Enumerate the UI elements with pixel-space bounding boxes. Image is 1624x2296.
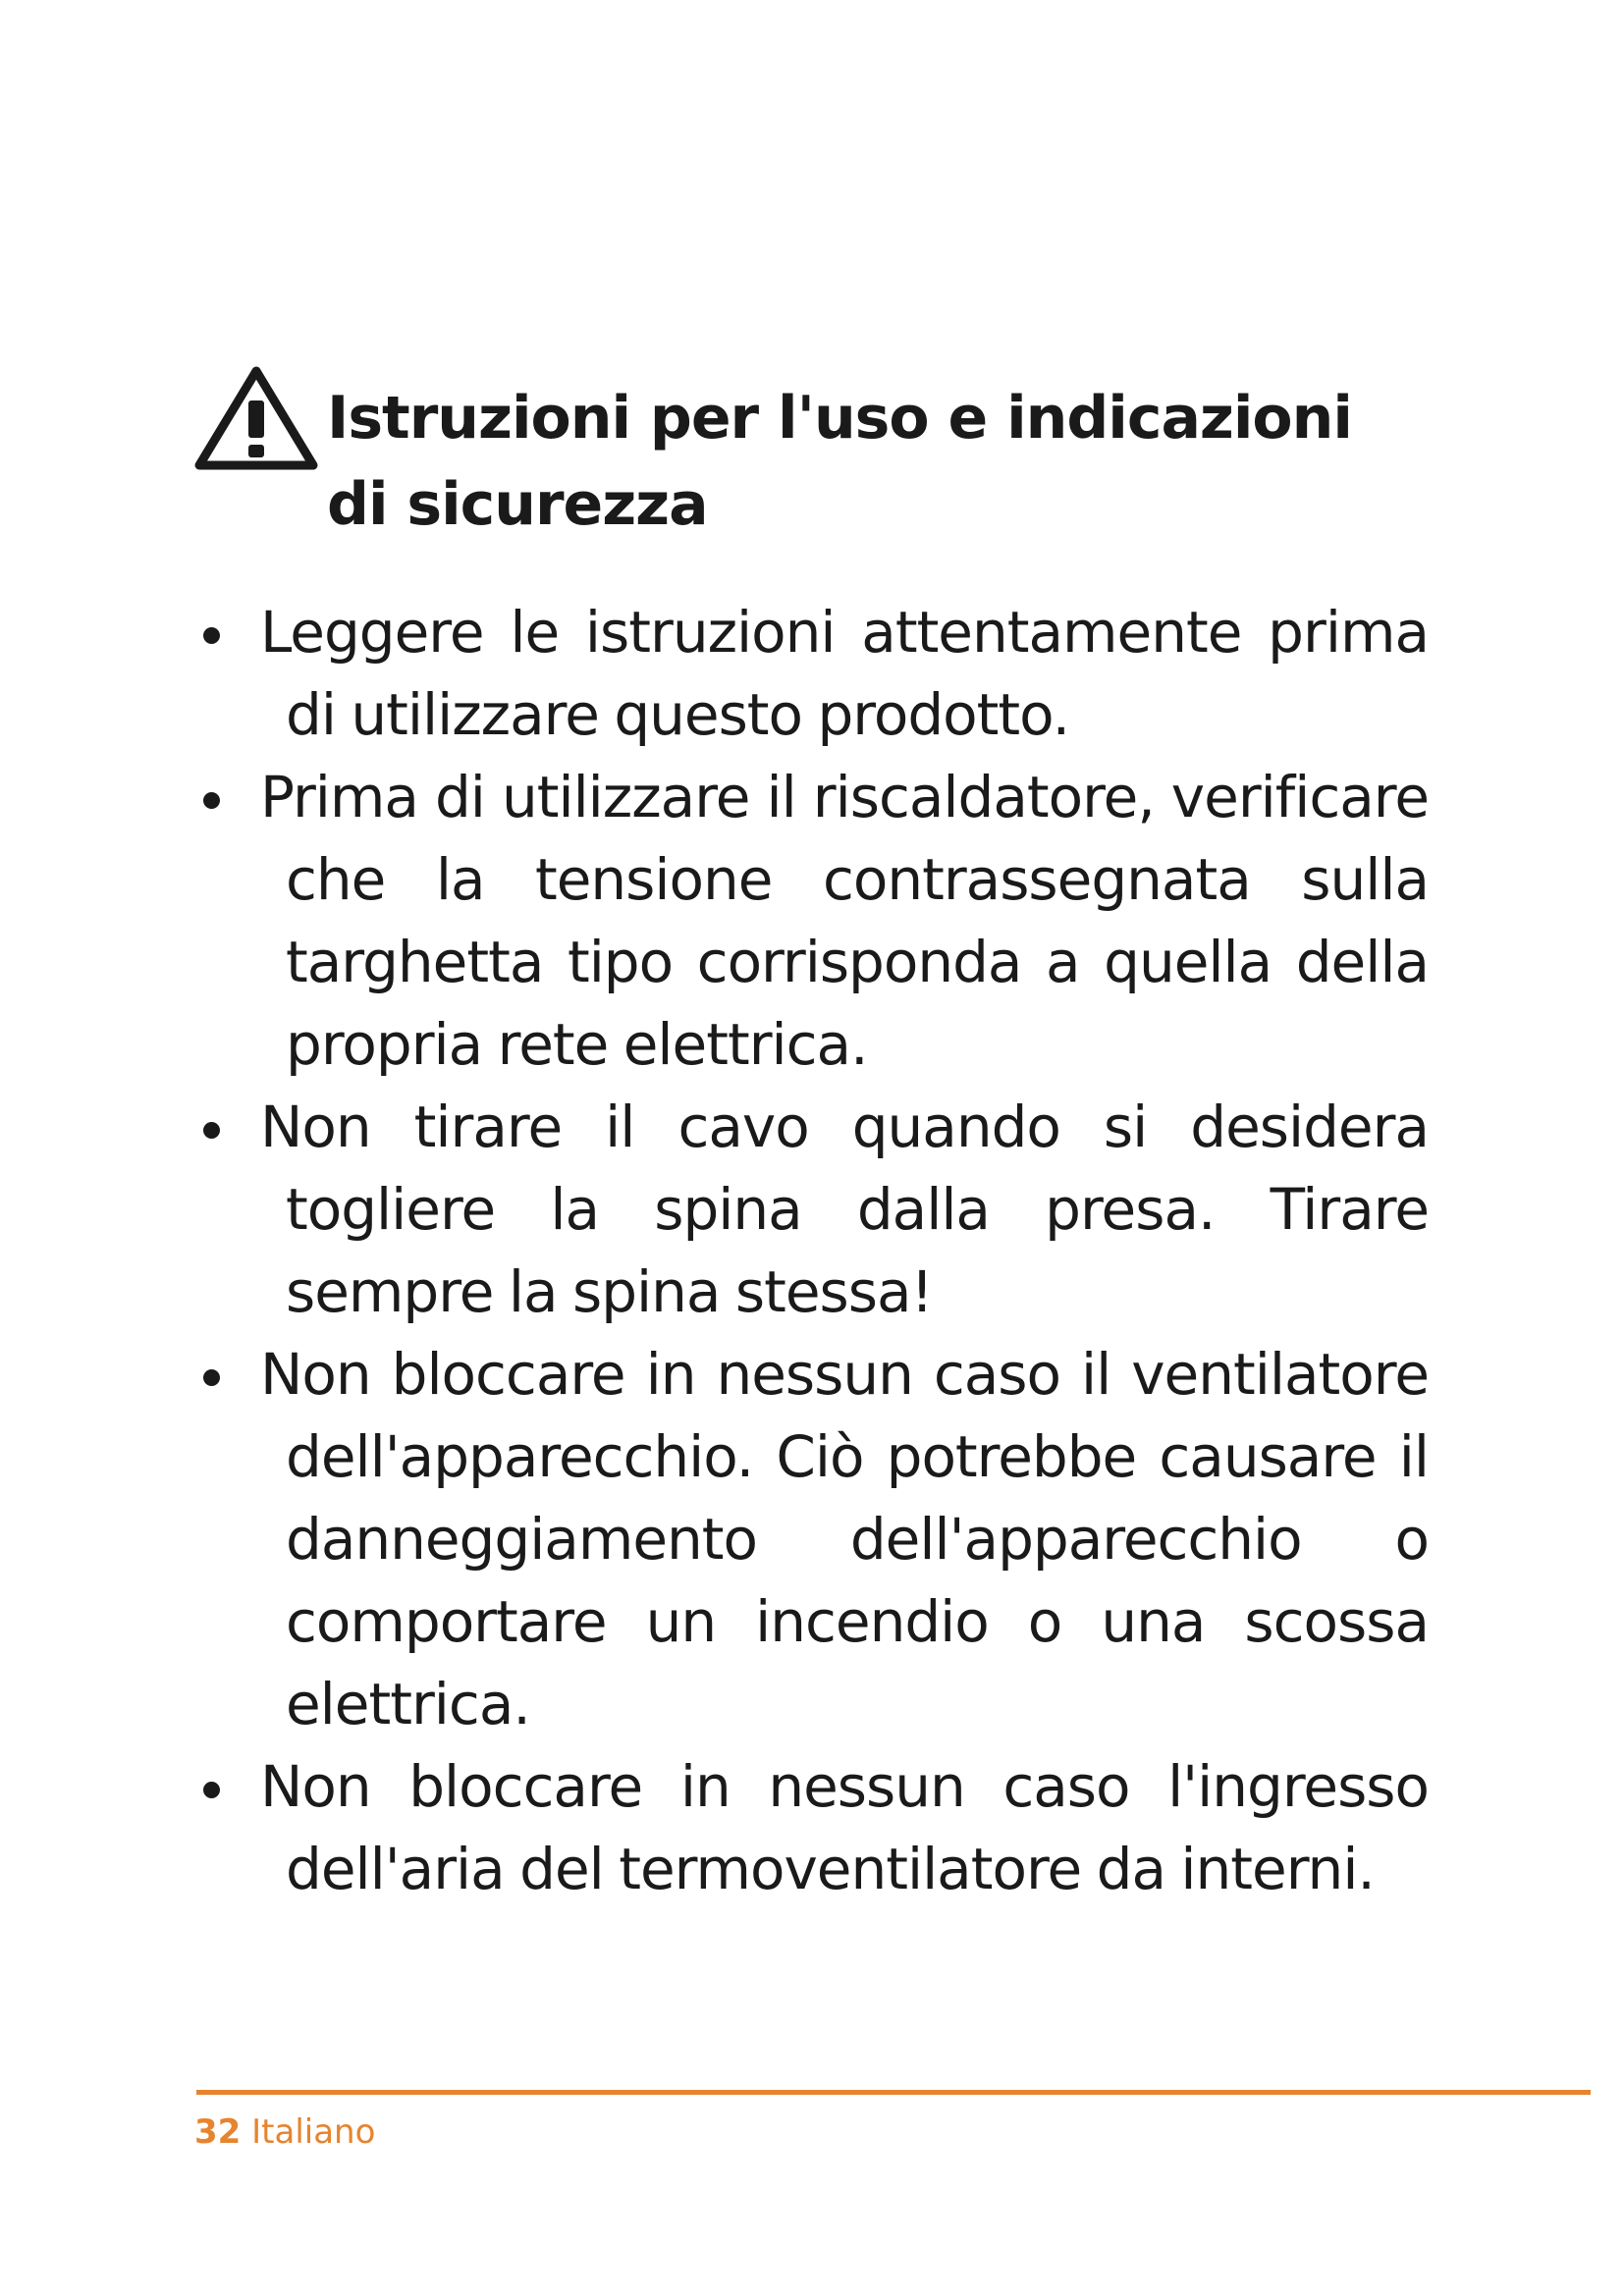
language-label: Italiano	[251, 2112, 376, 2152]
safety-instructions-list	[191, 591, 1429, 1910]
list-item	[191, 591, 1429, 756]
bullet-icon	[203, 1782, 220, 1798]
bullet-icon	[203, 1122, 220, 1139]
list-item-text: Leggere le istruzioni attentamente prima di utilizzare questo prodotto.	[260, 599, 1429, 748]
list-item	[191, 1086, 1429, 1333]
warning-triangle-icon	[191, 363, 321, 473]
list-item-text: Non bloccare in nessun caso il ventilatore dell'apparecchio. Ciò potrebbe causare il danneggiamento dell'apparecchio o comportare un incendio o una scossa elettrica.	[260, 1341, 1429, 1737]
bullet-icon	[203, 792, 220, 809]
footer-divider	[196, 2090, 1591, 2095]
list-item	[191, 756, 1429, 1086]
list-item	[191, 1333, 1429, 1745]
list-item	[191, 1745, 1429, 1910]
bullet-icon	[203, 627, 220, 644]
page-number: 32	[194, 2112, 242, 2152]
bullet-icon	[203, 1369, 220, 1386]
page-footer	[194, 2110, 375, 2154]
list-item-text: Non bloccare in nessun caso l'ingresso dell'aria del termoventilatore da interni.	[260, 1753, 1429, 1902]
page-title: Istruzioni per l'uso e indicazioni di sicurezza	[327, 384, 1352, 539]
list-item-text: Prima di utilizzare il riscaldatore, verificare che la tensione contrassegnata sulla targhetta tipo corrisponda a quella della propria rete elettrica.	[260, 764, 1429, 1078]
list-item-text: Non tirare il cavo quando si desidera togliere la spina dalla presa. Tirare sempre la spina stessa!	[260, 1094, 1429, 1325]
